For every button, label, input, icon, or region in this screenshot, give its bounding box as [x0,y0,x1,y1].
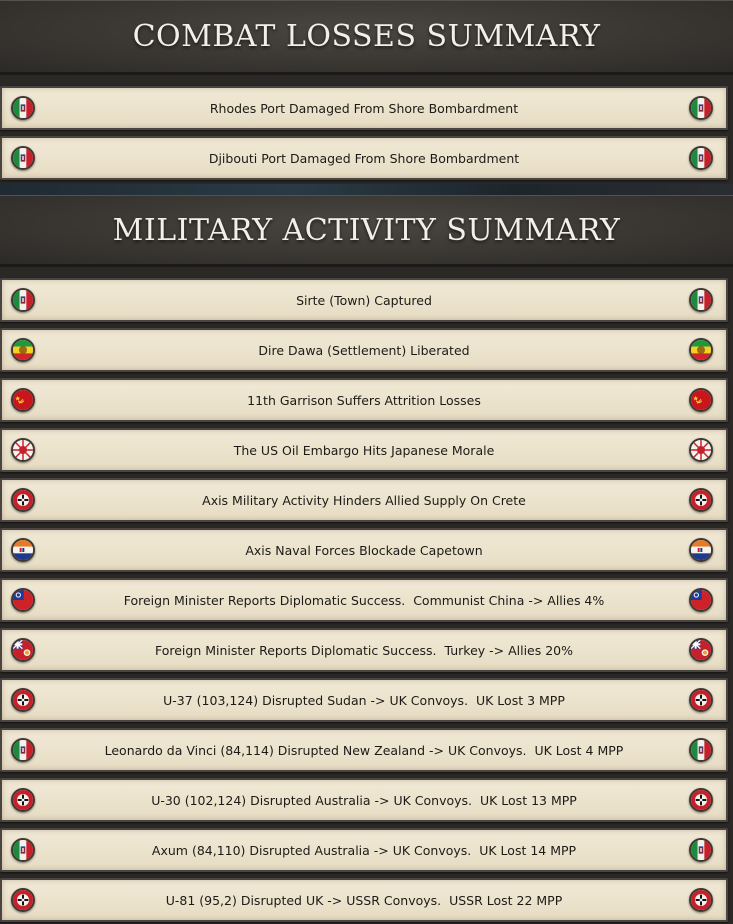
germany-flag-icon [11,888,35,912]
germany-flag-icon [11,788,35,812]
italy-flag-icon [11,146,35,170]
event-text: Rhodes Port Damaged From Shore Bombardment [209,100,519,116]
italy-flag-icon [11,288,35,312]
germany-flag-icon [689,788,713,812]
germany-flag-icon [689,488,713,512]
south-africa-flag-icon [11,538,35,562]
event-row[interactable] [0,628,728,672]
event-text: U-37 (103,124) Disrupted Sudan -> UK Convoys. UK Lost 3 MPP [163,692,565,708]
military-activity-header [0,195,733,267]
germany-flag-icon [11,488,35,512]
germany-flag-icon [689,888,713,912]
event-text: Leonardo da Vinci (84,114) Disrupted New Zealand -> UK Convoys. UK Lost 4 MPP [104,742,624,758]
japan-flag-icon [11,438,35,462]
event-text: Dire Dawa (Settlement) Liberated [258,342,470,358]
italy-flag-icon [689,838,713,862]
italy-flag-icon [689,96,713,120]
china-flag-icon [11,588,35,612]
ethiopia-flag-icon [689,338,713,362]
event-row[interactable] [0,328,728,372]
event-text: Djibouti Port Damaged From Shore Bombardment [208,150,520,166]
event-text: Axum (84,110) Disrupted Australia -> UK Convoys. UK Lost 14 MPP [151,842,577,858]
event-row[interactable] [0,378,728,422]
germany-flag-icon [11,688,35,712]
event-row[interactable] [0,428,728,472]
event-row[interactable] [0,578,728,622]
event-text: Foreign Minister Reports Diplomatic Success. Turkey -> Allies 20% [154,642,574,658]
event-text: 11th Garrison Suffers Attrition Losses [247,392,481,408]
event-row[interactable] [0,778,728,822]
ethiopia-flag-icon [11,338,35,362]
japan-flag-icon [689,438,713,462]
event-row[interactable] [0,878,728,922]
event-text: Foreign Minister Reports Diplomatic Success. Communist China -> Allies 4% [123,592,605,608]
combat-losses-header [0,0,733,75]
event-row[interactable] [0,828,728,872]
italy-flag-icon [689,146,713,170]
event-text: U-81 (95,2) Disrupted UK -> USSR Convoys. USSR Lost 22 MPP [165,892,563,908]
combat-losses-title: COMBAT LOSSES SUMMARY [132,19,601,54]
event-row[interactable] [0,86,728,130]
italy-flag-icon [689,738,713,762]
event-row[interactable] [0,136,728,180]
event-text: The US Oil Embargo Hits Japanese Morale [233,442,495,458]
event-row[interactable] [0,678,728,722]
event-text: Axis Naval Forces Blockade Capetown [245,542,483,558]
italy-flag-icon [11,838,35,862]
germany-flag-icon [689,688,713,712]
event-text: Sirte (Town) Captured [296,292,432,308]
event-row[interactable] [0,478,728,522]
china-flag-icon [689,588,713,612]
event-row[interactable] [0,528,728,572]
italy-flag-icon [689,288,713,312]
british-ensign-flag-icon [689,638,713,662]
ussr-flag-icon [689,388,713,412]
military-activity-title: MILITARY ACTIVITY SUMMARY [112,212,621,248]
italy-flag-icon [11,96,35,120]
south-africa-flag-icon [689,538,713,562]
ussr-flag-icon [11,388,35,412]
event-text: U-30 (102,124) Disrupted Australia -> UK Convoys. UK Lost 13 MPP [151,792,577,808]
event-row[interactable] [0,278,728,322]
italy-flag-icon [11,738,35,762]
event-row[interactable] [0,728,728,772]
event-text: Axis Military Activity Hinders Allied Supply On Crete [202,492,526,508]
british-ensign-flag-icon [11,638,35,662]
